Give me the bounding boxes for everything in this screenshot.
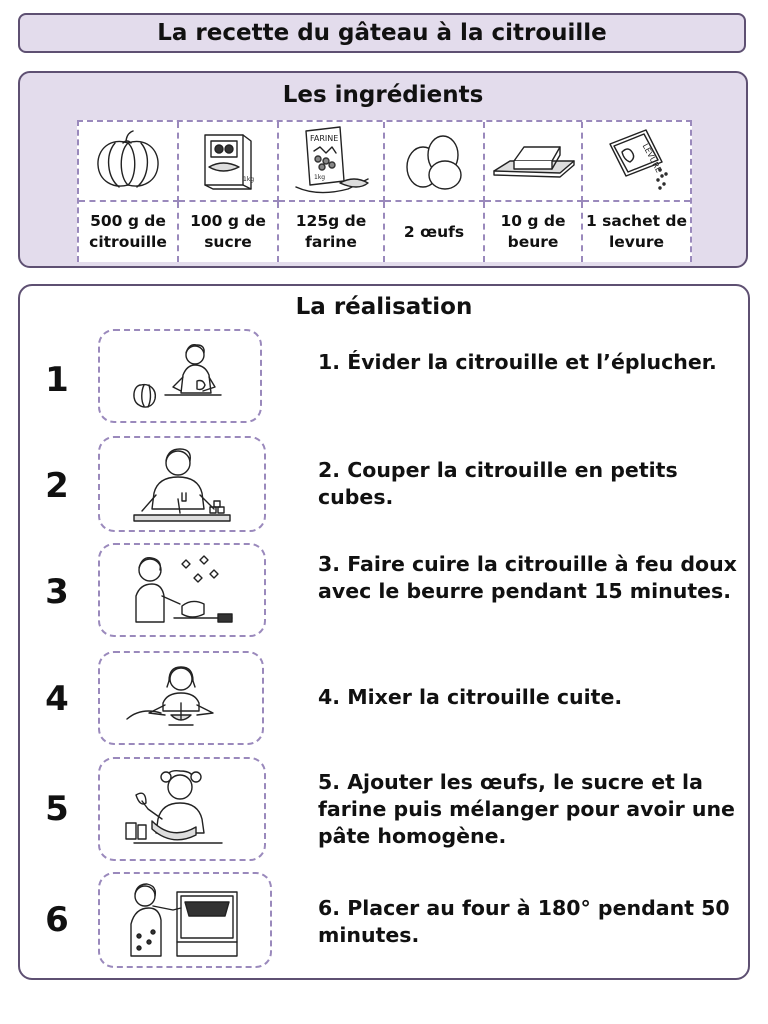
step-number: 4	[45, 679, 69, 719]
step-text: 6. Placer au four à 180° pendant 50 minutes.	[318, 896, 730, 947]
step-text: 1. Évider la citrouille et l’éplucher.	[318, 350, 717, 374]
step-image-frame	[98, 329, 262, 423]
child-cutting-icon	[122, 443, 242, 525]
step-image-frame	[98, 436, 266, 532]
svg-text:1kg: 1kg	[314, 174, 326, 181]
step-text: 3. Faire cuire la citrouille à feu doux avec le beurre pendant 15 minutes.	[318, 552, 737, 603]
eggs-icon	[399, 129, 469, 193]
ingredient-label: 1 sachet de levure	[585, 212, 687, 251]
ingredient-label-cell	[79, 202, 179, 262]
butter-icon	[490, 133, 576, 189]
ingredient-image-cell	[385, 122, 485, 202]
ingredients-heading: Les ingrédients	[282, 82, 484, 108]
ingredient-label-cell	[279, 202, 385, 262]
realisation-panel	[18, 284, 750, 980]
pumpkin-icon	[93, 129, 163, 193]
ingredient-image-cell	[179, 122, 279, 202]
ingredients-table	[77, 120, 692, 262]
sugar-box-icon	[193, 129, 263, 193]
ingredient-label-cell	[179, 202, 279, 262]
step-image-frame	[98, 651, 264, 745]
yeast-sachet-text: LEVURE	[640, 142, 663, 175]
step-text: 5. Ajouter les œufs, le sucre et la farine puis mélanger pour avoir une pâte homogène.	[318, 770, 735, 848]
step-image-frame	[98, 543, 266, 637]
child-whisking-icon	[122, 767, 242, 851]
step-image-frame	[98, 872, 272, 968]
ingredient-label: 10 g de beure	[500, 212, 566, 251]
ingredient-label-cell	[385, 202, 485, 262]
child-cooking-icon	[122, 552, 242, 628]
step-number: 3	[45, 572, 69, 612]
step-number: 2	[45, 466, 69, 506]
page-title	[18, 13, 746, 53]
ingredient-image-cell	[485, 122, 583, 202]
step-number: 1	[45, 360, 69, 400]
child-peeling-icon	[125, 341, 235, 411]
ingredient-label: 2 œufs	[403, 222, 465, 241]
step-number: 6	[45, 900, 69, 940]
ingredient-label: 500 g de citrouille	[89, 212, 167, 251]
ingredient-label-cell	[485, 202, 583, 262]
step-image-frame	[98, 757, 266, 861]
page-title-text: La recette du gâteau à la citrouille	[157, 20, 607, 46]
ingredient-label: 125g de farine	[295, 212, 367, 251]
flour-bag-text: FARINE	[310, 134, 339, 143]
ingredient-label-cell	[583, 202, 690, 262]
step-text: 2. Couper la citrouille en petits cubes.	[318, 458, 678, 509]
realisation-heading: La réalisation	[295, 294, 473, 320]
ingredient-image-cell	[79, 122, 179, 202]
child-oven-icon	[125, 880, 245, 960]
ingredient-label: 100 g de sucre	[190, 212, 266, 251]
ingredient-image-cell	[279, 122, 385, 202]
child-mixing-icon	[121, 663, 241, 733]
ingredient-image-cell	[583, 122, 690, 202]
ingredients-panel	[18, 71, 748, 268]
yeast-sachet-icon	[596, 126, 678, 196]
svg-text:1kg: 1kg	[243, 176, 255, 183]
step-text: 4. Mixer la citrouille cuite.	[318, 685, 623, 709]
flour-bag-icon	[288, 125, 374, 197]
step-number: 5	[45, 789, 69, 829]
